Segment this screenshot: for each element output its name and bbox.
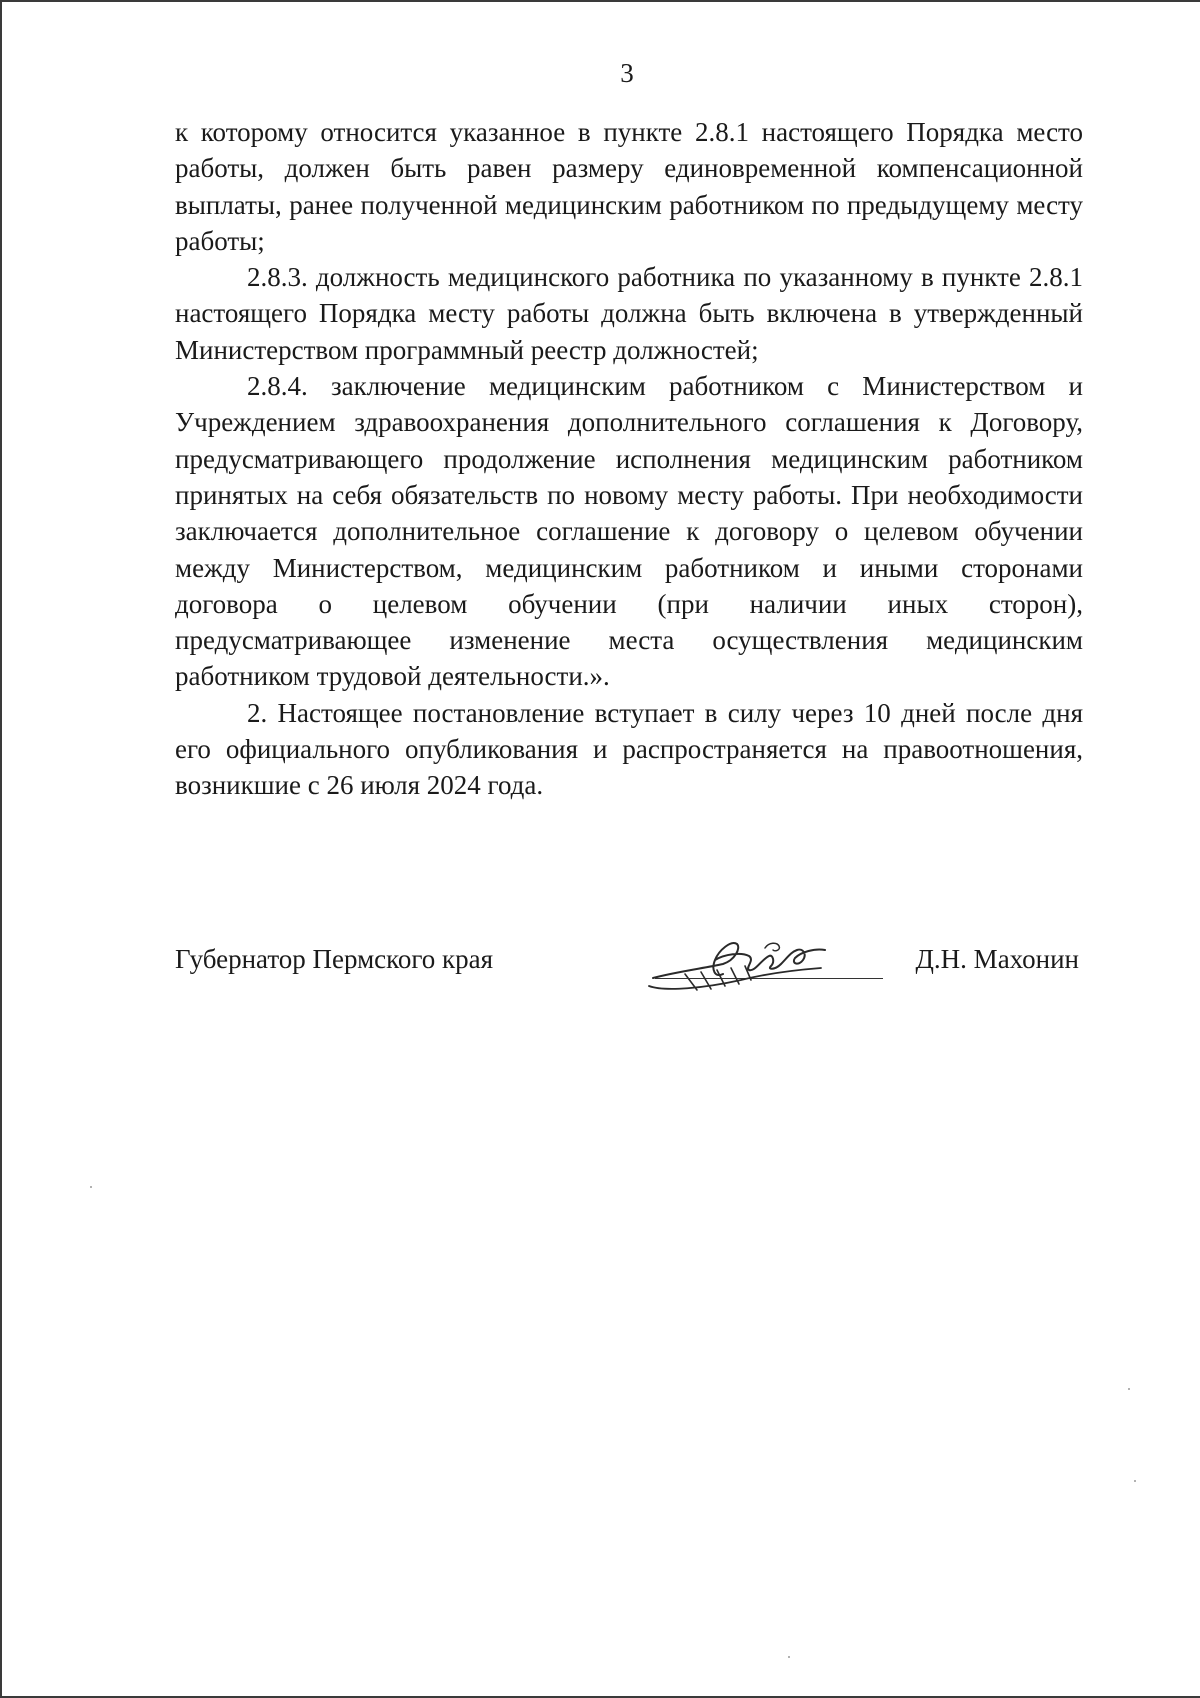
handwritten-signature bbox=[645, 934, 845, 994]
signature-block bbox=[175, 944, 1083, 1004]
document-body bbox=[175, 114, 1083, 804]
paragraph-2-8-3: 2.8.3. должность медицинского работника по указанному в пункте 2.8.1 настоящего Порядка месту работы должна быть включена в утвержденный Министерством программный реестр должностей; bbox=[175, 262, 1083, 365]
signatory-position: Губернатор Пермского края bbox=[175, 944, 494, 974]
paragraph-2-8-4: 2.8.4. заключение медицинским работником с Министерством и Учреждением здравоохранения дополнительного соглашения к Договору, предусматривающего продолжение исполнения медицинским работником принятых на себя обязательств по новому месту работы. При необходимости заключается дополнительное соглашение к договору о целевом обучении между Министерством, медицинским работником и иными сторонами договора о целевом обучении (при наличии иных сторон), предусматривающее изменение места осуществления медицинским работником трудовой деятельности.». bbox=[175, 371, 1083, 692]
paragraph-effective-date: 2. Настоящее постановление вступает в силу через 10 дней после дня его официального опубликования и распространяется на правоотношения, возникшие с 26 июля 2024 года. bbox=[175, 697, 1083, 801]
scan-speck bbox=[1134, 1480, 1136, 1482]
scan-speck bbox=[1128, 1388, 1130, 1390]
scan-speck bbox=[90, 1186, 92, 1188]
scan-speck bbox=[788, 1656, 790, 1658]
signatory-name: Д.Н. Махонин bbox=[915, 944, 1079, 974]
page-number: 3 bbox=[620, 58, 634, 88]
paragraph-continuation: к которому относится указанное в пункте 2.8.1 настоящего Порядка место работы, должен быть равен размеру единовременной компенсационной выплаты, ранее полученной медицинским работником по предыдущему месту работы; bbox=[175, 117, 1083, 256]
